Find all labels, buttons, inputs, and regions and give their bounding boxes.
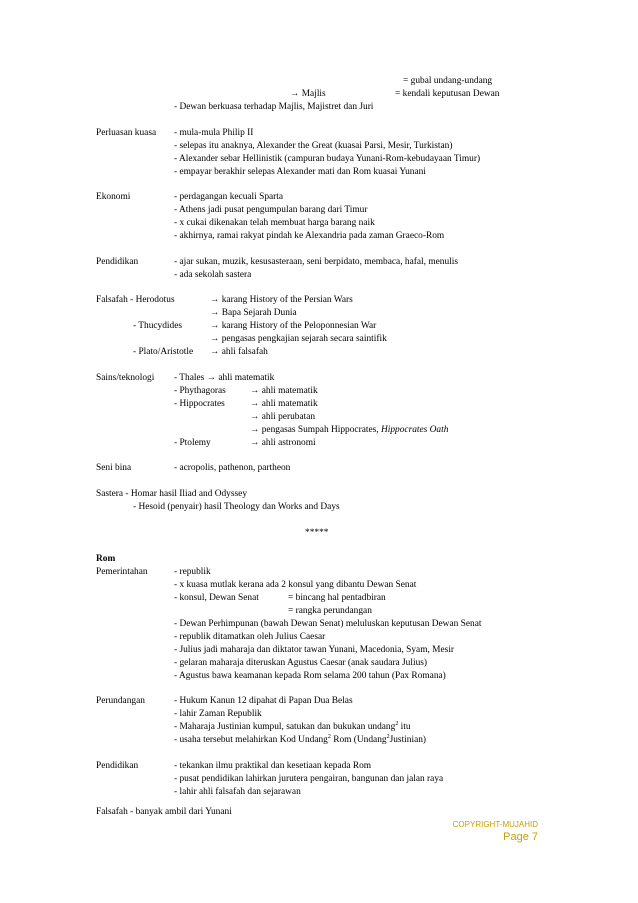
text-line: - perdagangan kecuali Sparta	[174, 192, 284, 202]
text-line: - republik ditamatkan oleh Julius Caesar	[174, 632, 326, 642]
text-line: - x kuasa mutlak kerana ada 2 konsul yang dibantu Dewan Senat	[174, 580, 417, 590]
text-line: Falsafah - Herodotus	[96, 295, 175, 305]
text-line: → Bapa Sejarah Dunia	[210, 308, 297, 318]
text-line: Pendidikan	[96, 761, 139, 771]
text-line: - selepas itu anaknya, Alexander the Great (kuasai Parsi, Mesir, Turkistan)	[174, 141, 453, 151]
section-heading: Rom	[96, 554, 116, 564]
text-line: Ekonomi	[96, 192, 131, 202]
copyright-footer: COPYRIGHT-MUJAHID	[452, 820, 538, 829]
text-line: = gubal undang-undang	[403, 76, 493, 86]
text-line: - Julius jadi maharaja dan diktator tawan Yunani, Macedonia, Syam, Mesir	[174, 645, 455, 655]
text-line: Pemerintahan	[96, 567, 148, 577]
text-line: Falsafah - banyak ambil dari Yunani	[96, 807, 232, 817]
text-line: → ahli matematik	[250, 386, 318, 396]
text-line: - akhirnya, ramai rakyat pindah ke Alexandria pada zaman Graeco-Rom	[174, 231, 445, 241]
text-line: - Hukum Kanun 12 dipahat di Papan Dua Belas	[174, 696, 353, 706]
text-line: - tekankan ilmu praktikal dan kesetiaan kepada Rom	[174, 761, 372, 771]
text-line: Perluasan kuasa	[96, 128, 157, 138]
text-line: Seni bina	[96, 463, 132, 473]
text-line: - empayar berakhir selepas Alexander mati dan Rom kuasai Yunani	[174, 167, 426, 177]
text-line: = kendali keputusan Dewan	[395, 89, 500, 99]
text-line: - ajar sukan, muzik, kesusasteraan, seni berpidato, membaca, hafal, menulis	[174, 257, 459, 267]
text-line: *****	[305, 528, 329, 538]
text-line: → ahli matematik	[250, 399, 318, 409]
text-line: → ahli falsafah	[210, 347, 268, 357]
text-line: - republik	[174, 567, 211, 577]
text-line: - Hippocrates	[174, 399, 225, 409]
text-line: - konsul, Dewan Senat	[174, 593, 259, 603]
text-line: - Hesoid (penyair) hasil Theology dan Works and Days	[133, 502, 340, 512]
text-line: - Thales → ahli matematik	[174, 373, 275, 383]
text-line: Perundangan	[96, 696, 145, 706]
text-line: - gelaran maharaja diteruskan Agustus Caesar (anak saudara Julius)	[174, 658, 428, 668]
text-line: Sains/teknologi	[96, 373, 155, 383]
text-line: = rangka perundangan	[288, 606, 372, 616]
text-line: → karang History of the Peloponnesian War	[210, 321, 377, 331]
page-number: Page 7	[503, 831, 538, 843]
text-line: - Maharaja Justinian kumpul, satukan dan bukukan undang$^2$ itu	[174, 720, 411, 732]
text-line: - Plato/Aristotle	[133, 347, 194, 357]
text-line: - Alexander sebar Hellinistik (campuran budaya Yunani-Rom-kebudayaan Timur)	[174, 154, 481, 164]
text-line: → pengasas Sumpah Hippocrates, Hippocrates Oath	[250, 425, 449, 435]
text-line: → ahli astronomi	[250, 438, 316, 448]
text-line: - ada sekolah sastera	[174, 270, 252, 280]
text-line: - Athens jadi pusat pengumpulan barang dari Timur	[174, 205, 368, 215]
text-line: - Agustus bawa keamanan kepada Rom selama 200 tahun (Pax Romana)	[174, 671, 446, 681]
text-line: - usaha tersebut melahirkan Kod Undang$^2$ Rom (Undang$^2$Justinian)	[174, 733, 427, 745]
text-line: - mula-mula Philip II	[174, 128, 254, 138]
text-line: → Majlis	[290, 89, 326, 99]
text-line: - lahir Zaman Republik	[174, 709, 262, 719]
text-line: - x cukai dikenakan telah membuat harga barang naik	[174, 218, 375, 228]
text-line: - Phythagoras	[174, 386, 226, 396]
text-line: - Thucydides	[133, 321, 183, 331]
text-line: - lahir ahli falsafah dan sejarawan	[174, 787, 301, 797]
text-line: Pendidikan	[96, 257, 139, 267]
text-line: - Ptolemy	[174, 438, 211, 448]
text-line: Sastera - Homar hasil Iliad and Odyssey	[96, 489, 248, 499]
text-line: - Dewan berkuasa terhadap Majlis, Majistret dan Juri	[174, 102, 374, 112]
text-line: → karang History of the Persian Wars	[210, 295, 353, 305]
text-line: - Dewan Perhimpunan (bawah Dewan Senat) meluluskan keputusan Dewan Senat	[174, 619, 482, 629]
text-line: → pengasas pengkajian sejarah secara saintifik	[210, 334, 387, 344]
text-line: - acropolis, pathenon, partheon	[174, 463, 291, 473]
text-line: = bincang hal pentadbiran	[288, 593, 386, 603]
text-line: - pusat pendidikan lahirkan jurutera pengairan, bangunan dan jalan raya	[174, 774, 444, 784]
text-line: → ahli perubatan	[250, 412, 316, 422]
